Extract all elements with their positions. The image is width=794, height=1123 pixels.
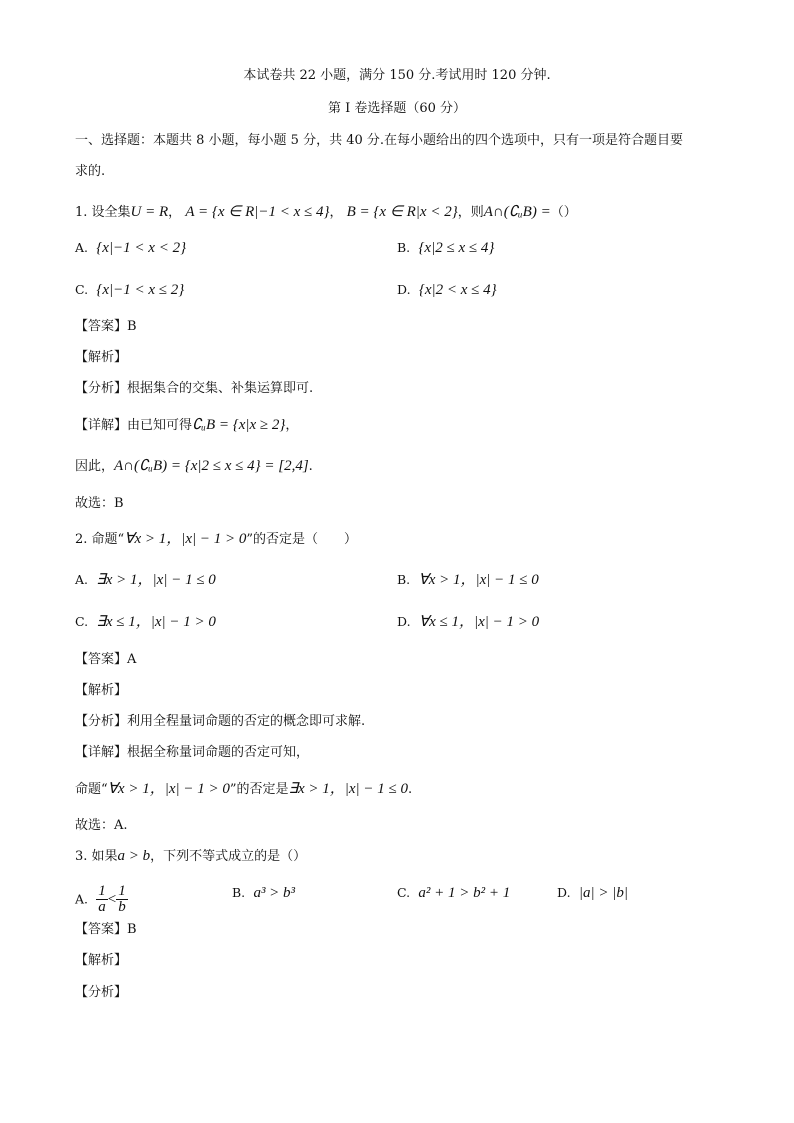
q1-xiangjie-suffix: ， [285,418,299,433]
q2-choose: 故选：A. [75,818,128,833]
q1-set-b: B = {x ∈ R|x < 2} [346,204,458,220]
q1-option-d [397,281,497,300]
q1-therefore-suffix: . [308,459,313,474]
q2-stem [75,530,357,549]
q1-therefore-math: A∩(∁ᵤB) = {x|2 ≤ x ≤ 4} = [2,4] [114,458,309,474]
q2-answer: 【答案】A [75,652,137,667]
option-label: A. [75,240,89,255]
q2-stem-suffix: ”的否定是（ ） [246,532,358,547]
q2-xiangjie: 【详解】根据全称量词命题的否定可知， [75,745,310,760]
option-math: a³ > b³ [253,885,296,901]
option-label: D. [557,885,571,900]
instructions-line-2: 求的. [75,164,106,179]
option-math: {x|2 ≤ x ≤ 4} [418,240,495,256]
q1-option-c [75,281,184,300]
option-math: a² + 1 > b² + 1 [418,885,511,901]
q1-therefore-prefix: 因此， [75,459,115,474]
q3-fenxi: 【分析】 [75,985,128,1000]
q1-choose: 故选：B [75,496,124,511]
exam-intro: 本试卷共 22 小题，满分 150 分.考试用时 120 分钟. [243,68,551,83]
option-math: ∀x ≤ 1，|x| − 1 > 0 [418,614,540,630]
option-label: A. [75,891,89,907]
q2-analysis: 【解析】 [75,683,128,698]
fraction-1-over-b [116,884,128,915]
option-label: C. [397,885,411,900]
option-math: ∃x ≤ 1，|x| − 1 > 0 [96,614,216,630]
q2-fenxi: 【分析】利用全程量词命题的否定的概念即可求解. [75,714,366,729]
q1-universal-set: U = R [130,204,169,220]
q2-concl-suffix: . [408,782,413,797]
q3-analysis: 【解析】 [75,953,128,968]
q1-tail: ，则 [457,205,484,220]
fraction-numerator: 1 [98,883,106,899]
section-title: 第 I 卷选择题（60 分） [327,101,467,116]
q1-expression: A∩(∁ᵤB) = [483,204,551,220]
q3-option-a [75,884,128,915]
q1-prefix: 1. 设全集 [75,205,131,220]
q1-xiangjie-prefix: 【详解】由已知可得 [75,418,193,433]
option-math: {x|2 < x ≤ 4} [418,282,497,298]
option-label: B. [397,240,411,255]
q3-stem-suffix: ，下列不等式成立的是（） [150,849,307,864]
option-math: {x|−1 < x < 2} [96,240,187,256]
q3-option-d [557,884,628,903]
q1-therefore [75,457,313,476]
option-math: {x|−1 < x ≤ 2} [96,282,185,298]
q3-option-b [232,884,295,903]
option-label: D. [397,614,411,629]
q3-stem-math: a > b [117,848,151,864]
fraction-denominator: a [98,899,106,915]
q2-concl-mid: ”的否定是 [229,782,289,797]
q2-conclusion [75,780,412,799]
q2-option-d [397,613,539,632]
q1-comma: ， [329,205,343,220]
q3-stem-prefix: 3. 如果 [75,849,118,864]
q1-option-b [397,239,494,258]
q2-concl-prefix: 命题“ [75,782,108,797]
q1-analysis: 【解析】 [75,350,128,365]
option-label: C. [75,614,89,629]
fraction-1-over-a [96,884,108,915]
fraction-numerator: 1 [118,883,126,899]
option-label: D. [397,282,411,297]
option-label: A. [75,572,89,587]
q1-xiangjie-math: ∁ᵤB = {x|x ≥ 2} [192,417,286,433]
q2-concl-math-1: ∀x > 1，|x| − 1 > 0 [107,781,230,797]
q2-option-a [75,571,216,590]
q2-option-c [75,613,216,632]
fraction-denominator: b [118,899,126,915]
q1-option-a [75,239,186,258]
q2-concl-math-2: ∃x > 1，|x| − 1 ≤ 0 [288,781,409,797]
option-math: |a| > |b| [578,885,628,901]
q1-stem [75,203,577,222]
option-math: ∃x > 1，|x| − 1 ≤ 0 [96,572,216,588]
q3-stem [75,847,306,866]
q2-stem-math: ∀x > 1，|x| − 1 > 0 [124,531,247,547]
option-label: C. [75,282,89,297]
less-than-sign: < [107,891,117,908]
option-math: ∀x > 1，|x| − 1 ≤ 0 [418,572,539,588]
q3-option-c [397,884,510,903]
q2-option-b [397,571,539,590]
q1-paren: （） [550,205,577,220]
q1-fenxi: 【分析】根据集合的交集、补集运算即可. [75,381,314,396]
q1-answer: 【答案】B [75,319,137,334]
instructions-line-1: 一、选择题：本题共 8 小题，每小题 5 分，共 40 分.在每小题给出的四个选项中，只有一项是符合题目要 [75,133,684,148]
q1-set-a: A = {x ∈ R|−1 < x ≤ 4} [185,204,330,220]
option-label: B. [397,572,411,587]
option-label: B. [232,885,246,900]
q1-comma: ， [168,205,182,220]
q2-stem-prefix: 2. 命题“ [75,532,125,547]
q3-answer: 【答案】B [75,922,137,937]
q1-xiangjie [75,416,298,435]
